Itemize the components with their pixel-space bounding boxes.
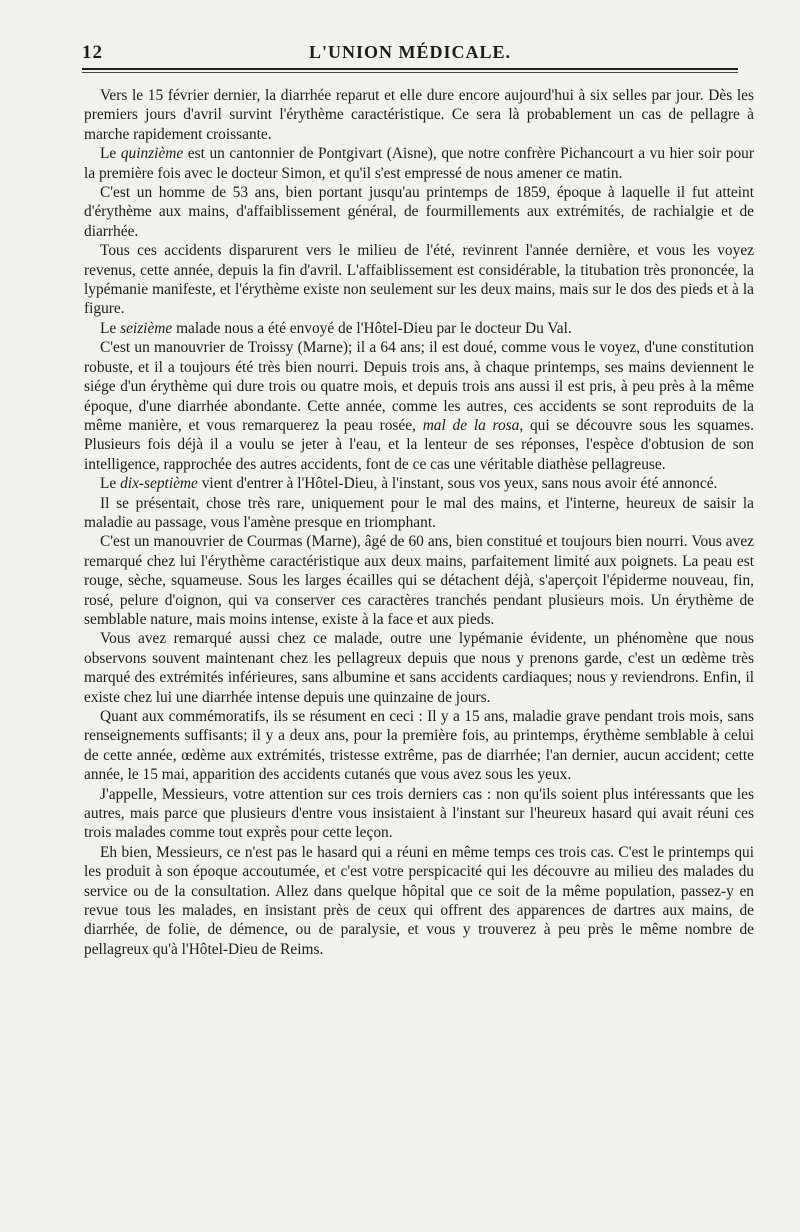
paragraph — [84, 241, 754, 319]
paragraph-text: , qui se découvre sous les squames. Plusieurs fois déjà il a voulu se jeter à l'eau, et la lenteur de ses réponses, l'espèce d'obtusion de son intelligence, rapprochée des autres accidents, font de ce cas une véritable diathèse pellagreuse. — [84, 416, 754, 473]
italic-text: dix-septième — [120, 475, 198, 493]
paragraph — [84, 494, 754, 533]
paragraph-text: malade nous a été envoyé de l'Hôtel-Dieu par le docteur Du Val. — [172, 319, 572, 337]
paragraph-text: Il se présentait, chose très rare, uniquement pour le mal des mains, et l'interne, heureux de saisir la maladie au passage, vous l'amène presque en triomphant. — [84, 494, 754, 531]
running-title: L'UNION MÉDICALE. — [308, 42, 512, 62]
paragraph — [84, 474, 754, 493]
paragraph-text: Le — [100, 475, 121, 493]
paragraph-text: est un cantonnier de Pontgivart (Aisne), que notre confrère Pichancourt a vu hier soir pour la première fois avec le docteur Simon, et qu'il s'est empressé de nous amener ce matin. — [84, 145, 754, 182]
paragraph — [84, 785, 754, 843]
paragraph — [84, 144, 754, 183]
paragraph-text: Eh bien, Messieurs, ce n'est pas le hasard qui a réuni en même temps ces trois cas. C'est le printemps qui les produit à son époque accoutumée, et c'est votre perspicacité qui les découvre au milieu des malades du service ou de la consultation. Allez dans quelque hôpital que ce soit de la même population, passez-y en revue tous les malades, en insistant près de ceux qui offrent des apparences de dartres aux mains, de diarrhée, de folie, de démence, ou de paralysie, et vous y trouverez à peu près le même nombre de pellagreux qu'à l'Hôtel-Dieu de Reims. — [84, 843, 754, 958]
paragraph-text: Vous avez remarqué aussi chez ce malade, outre une lypémanie évidente, un phénomène que nous observons souvent maintenant chez les pellagreux depuis que nous y prenons garde, c'est un œdème très marqué des extrémités inférieures, sans albumine et sans accidents cardiaques; nous y reviendrons. Enfin, il existe chez lui une diarrhée intense depuis une quinzaine de jours. — [84, 630, 754, 706]
paragraph-text: Quant aux commémoratifs, ils se résument en ceci : Il y a 15 ans, maladie grave pendant trois mois, sans renseignements suffisants; il y a deux ans, pour la première fois, au printemps, érythème semblable à celui de cette année, œdème aux extrémités, tristesse extrême, pas de diarrhée; l'an dernier, aucun accident; cette année, le 15 mai, apparition des accidents cutanés que vous avez sous les yeux. — [84, 708, 754, 784]
page-header — [82, 36, 738, 66]
paragraph-text: J'appelle, Messieurs, votre attention sur ces trois derniers cas : non qu'ils soient plus intéressants que les autres, mais parce que plusieurs d'entre vous insistaient à l'instant sur l'heureux hasard qui avait réuni ces trois malades comme tout exprès pour cette leçon. — [84, 785, 754, 842]
header-rule — [82, 68, 738, 73]
paragraph-text: Tous ces accidents disparurent vers le milieu de l'été, revinrent l'année dernière, et vous les voyez revenus, cette année, depuis la fin d'avril. L'affaiblissement est considérable, la titubation très prononcée, la lypémanie manifeste, et l'érythème existe non seulement sur les deux mains, mais sur le dos des pieds et à la figure. — [84, 242, 754, 318]
paragraph-text: C'est un manouvrier de Troissy (Marne); il a 64 ans; il est doué, comme vous le voyez, d'une constitution robuste, et il a toujours été très bien nourri. Depuis trois ans, à chaque printemps, ses mains deviennent le siége d'un érythème qui dure trois ou quatre mois, et depuis trois ans aussi il est pris, à peu près à la même époque, d'une diarrhée abondante. Cette année, comme les autres, ces accidents se sont reproduits de la même manière, et vous remarquerez la peau rosée, — [84, 339, 754, 434]
body-text — [84, 86, 754, 959]
paragraph-text: C'est un homme de 53 ans, bien portant jusqu'au printemps de 1859, époque à laquelle il fut atteint d'érythème aux mains, d'affaiblissement général, de fourmillements aux extrémités, de rachialgie et de diarrhée. — [84, 184, 754, 240]
paragraph — [84, 707, 754, 785]
italic-text: quinzième — [120, 145, 184, 163]
paragraph-text: Le — [100, 145, 121, 163]
paragraph — [84, 843, 754, 959]
paragraph — [84, 86, 754, 144]
italic-text: mal de la rosa — [422, 416, 520, 434]
paragraph-text: Vers le 15 février dernier, la diarrhée reparut et elle dure encore aujourd'hui à six selles par jour. Dès les premiers jours d'avril survint l'érythème caractéristique. Ce sera là probablement un cas de pellagre à marche rapidement croissante. — [84, 87, 754, 143]
paragraph-text: Le — [100, 319, 121, 337]
italic-text: seizième — [120, 319, 173, 337]
paragraph — [84, 338, 754, 474]
page-number: 12 — [82, 42, 103, 63]
paragraph-text: C'est un manouvrier de Courmas (Marne), âgé de 60 ans, bien constitué et toujours bien nourri. Vous avez remarqué chez lui l'érythème caractéristique aux deux mains, parfaitement limité aux poignets. La peau est rouge, sèche, squameuse. Sous les larges écailles qui se détachent déjà, s'aperçoit l'épiderme nouveau, fin, rosé, pelure d'oignon, qui va conserver ces caractères tranchés pendant plusieurs mois. Un érythème de semblable nature, mais moins intense, existe à la face et aux pieds. — [84, 533, 754, 628]
paragraph — [84, 532, 754, 629]
paragraph — [84, 629, 754, 707]
paragraph — [84, 183, 754, 241]
paragraph-text: vient d'entrer à l'Hôtel-Dieu, à l'instant, sous vos yeux, sans nous avoir été annoncé. — [197, 475, 718, 493]
paragraph — [84, 319, 754, 338]
